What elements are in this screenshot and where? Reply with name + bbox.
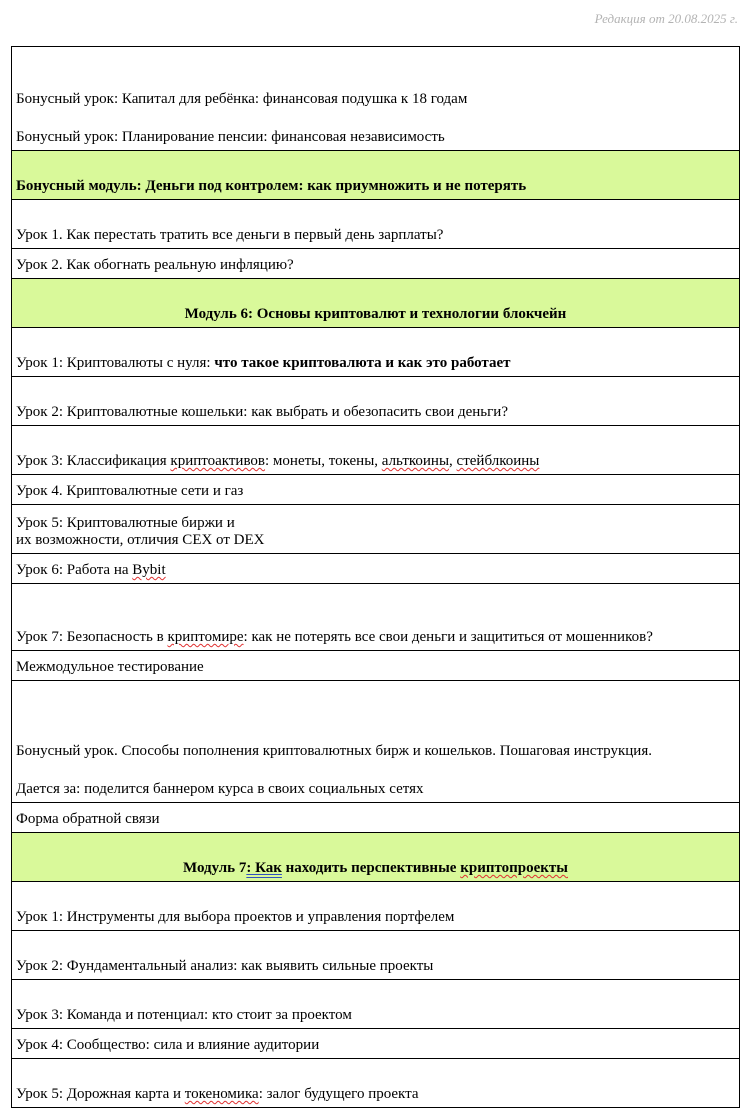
table-row xyxy=(12,553,739,583)
module-row xyxy=(12,150,739,199)
lesson-text: Урок 2: Фундаментальный анализ: как выявить сильные проекты xyxy=(16,958,434,974)
lesson-text: Урок 5: Криптовалютные биржи и xyxy=(16,515,235,531)
lesson-text: Урок 4: Сообщество: сила и влияние аудитории xyxy=(16,1037,320,1053)
curriculum-table xyxy=(11,46,740,1108)
module-row xyxy=(12,278,739,327)
table-row xyxy=(12,930,739,979)
lesson-text: Урок 1. Как перестать тратить все деньги в первый день зарплаты? xyxy=(16,227,444,243)
table-row xyxy=(12,376,739,425)
table-row xyxy=(12,504,739,553)
table-row xyxy=(12,248,739,278)
table-row xyxy=(12,650,739,680)
module-title: Модуль 6: Основы криптовалют и технологии блокчейн xyxy=(184,306,567,322)
edition-note: Редакция от 20.08.2025 г. xyxy=(594,11,738,26)
module-title: Бонусный модуль: Деньги под контролем: как приумножить и не потерять xyxy=(16,178,527,194)
lesson-text: Урок 3: Классификация криптоактивов: монеты, токены, альткоины, стейблкоины xyxy=(16,453,540,469)
table-row xyxy=(12,583,739,650)
table-row xyxy=(12,327,739,376)
table-row xyxy=(12,474,739,504)
lesson-text: Форма обратной связи xyxy=(16,811,160,827)
lesson-text: Бонусный урок: Капитал для ребёнка: финансовая подушка к 18 годам xyxy=(16,91,468,107)
table-row xyxy=(12,199,739,248)
lesson-text: Бонусный урок. Способы пополнения криптовалютных бирж и кошельков. Пошаговая инструкция. xyxy=(16,743,652,759)
table-row xyxy=(12,425,739,474)
lesson-text: Урок 2. Как обогнать реальную инфляцию? xyxy=(16,257,294,273)
lesson-text: Урок 1: Криптовалюты с нуля: что такое криптовалюта и как это работает xyxy=(16,355,511,371)
module-title: Модуль 7: Как находить перспективные криптопроекты xyxy=(182,860,569,876)
table-row xyxy=(12,1028,739,1058)
lesson-text: Урок 7: Безопасность в криптомире: как не потерять все свои деньги и защититься от мошенников? xyxy=(16,629,653,645)
table-row xyxy=(12,881,739,930)
module-row xyxy=(12,832,739,881)
table-row xyxy=(12,680,739,802)
table-row xyxy=(12,1058,739,1107)
lesson-text: Урок 5: Дорожная карта и токеномика: залог будущего проекта xyxy=(16,1086,419,1102)
table-row xyxy=(12,47,739,150)
lesson-text: Урок 4. Криптовалютные сети и газ xyxy=(16,483,244,499)
lesson-text: их возможности, отличия CEX от DEX xyxy=(16,532,265,548)
lesson-text: Бонусный урок: Планирование пенсии: финансовая независимость xyxy=(16,129,445,145)
lesson-text: Урок 2: Криптовалютные кошельки: как выбрать и обезопасить свои деньги? xyxy=(16,404,508,420)
lesson-text: Межмодульное тестирование xyxy=(16,659,204,675)
table-row xyxy=(12,979,739,1028)
lesson-text: Урок 6: Работа на Bybit xyxy=(16,562,166,578)
lesson-text: Дается за: поделится баннером курса в своих социальных сетях xyxy=(16,781,424,797)
lesson-text: Урок 3: Команда и потенциал: кто стоит за проектом xyxy=(16,1007,352,1023)
table-row xyxy=(12,802,739,832)
lesson-text: Урок 1: Инструменты для выбора проектов и управления портфелем xyxy=(16,909,455,925)
